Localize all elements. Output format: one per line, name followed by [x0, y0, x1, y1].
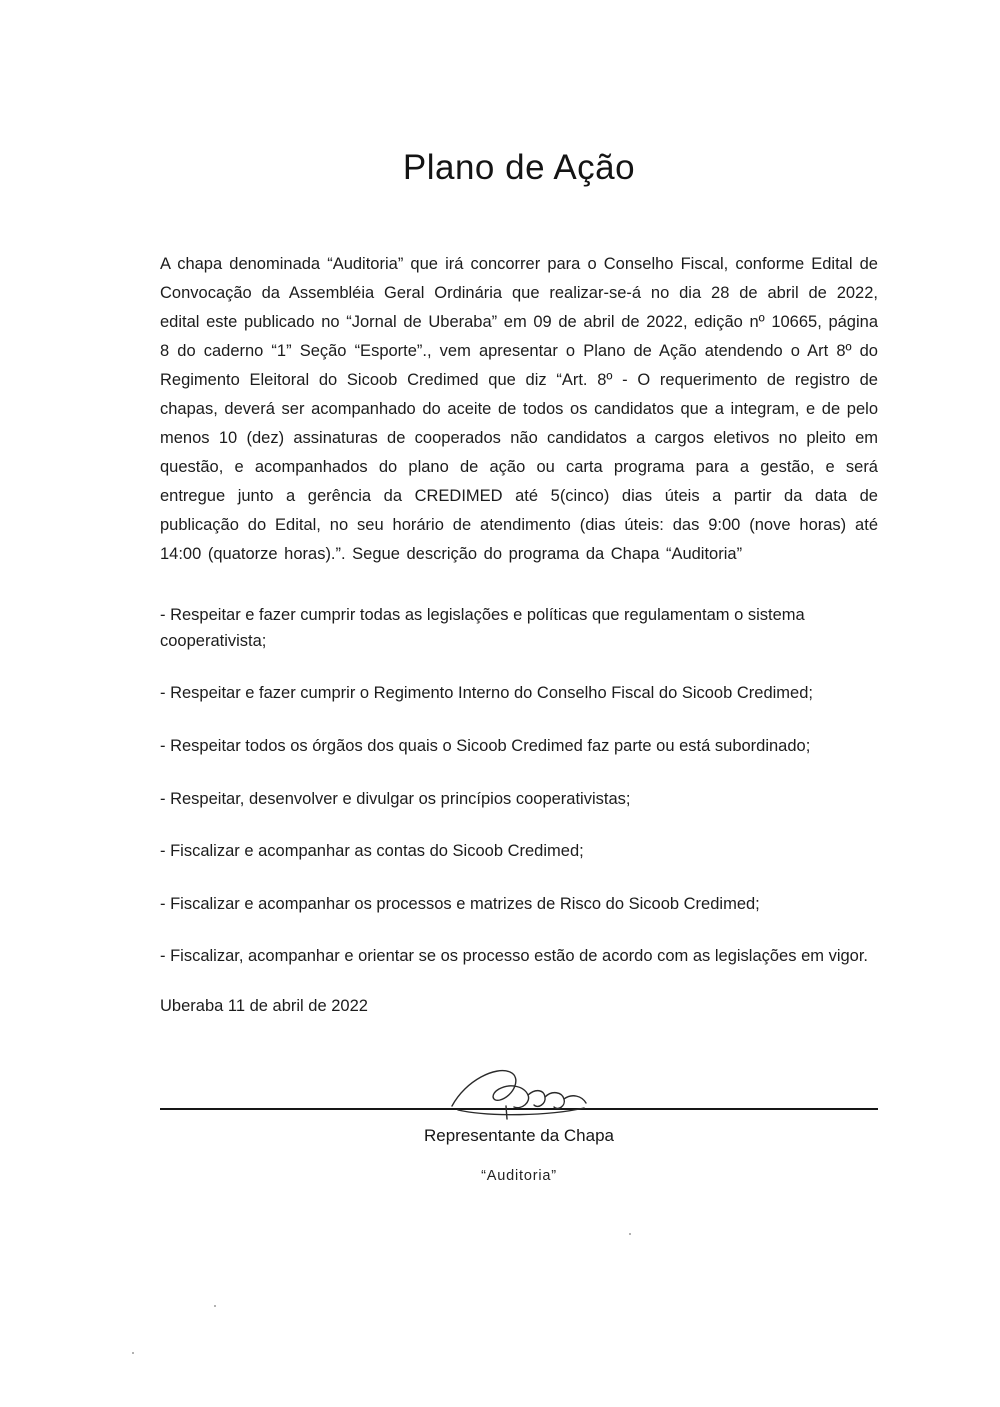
action-item: - Fiscalizar e acompanhar os processos e matrizes de Risco do Sicoob Credimed; — [160, 894, 760, 913]
action-item: - Respeitar, desenvolver e divulgar os princípios cooperativistas; — [160, 789, 631, 808]
date-line: Uberaba 11 de abril de 2022 — [160, 996, 368, 1015]
paper-speck — [214, 1305, 216, 1307]
signature-name: “Auditoria” — [481, 1167, 557, 1184]
action-item: - Fiscalizar, acompanhar e orientar se os processo estão de acordo com as legislações em vigor. — [160, 947, 869, 966]
action-item: - Respeitar e fazer cumprir o Regimento Interno do Conselho Fiscal do Sicoob Credimed; — [160, 684, 813, 703]
intro-paragraph: A chapa denominada “Auditoria” que irá concorrer para o Conselho Fiscal, conforme Edital de Convocação da Assembléia Geral Ordinária que realizar-se-á no dia 28 de abril de 2022, edital este publicado no “Jornal de Uberaba” em 09 de abril de 2022, edição nº 10665, página 8 do caderno “1” Seção “Esporte”., vem apresentar o Plano de Ação atendendo o Art 8º do Regimento Eleitoral do Sicoob Credimed que diz “Art. 8º - O requerimento de registro de chapas, deverá ser acompanhado do aceite de todos os candidatos que a integram, e de pelo menos 10 (dez) assinaturas de cooperados não candidatos a cargos eletivos no pleito em questão, e acompanhados do plano de ação ou carta programa para a gestão, e será entregue junto a gerência da CREDIMED até 5(cinco) dias úteis a partir da data de publicação do Edital, no seu horário de atendimento (dias úteis: das 9:00 (nove horas) até 14:00 (quatorze horas).”. Segue descrição do programa da Chapa “Auditoria” — [160, 255, 878, 564]
signature-block — [160, 1062, 878, 1184]
action-item: - Respeitar todos os órgãos dos quais o Sicoob Credimed faz parte ou está subordinado; — [160, 737, 811, 756]
signature-image — [444, 1062, 594, 1124]
paper-speck — [629, 1233, 631, 1235]
page-title: Plano de Ação — [402, 148, 636, 187]
action-item: - Fiscalizar e acompanhar as contas do Sicoob Credimed; — [160, 842, 584, 861]
action-item: - Respeitar e fazer cumprir todas as legislações e políticas que regulamentam o sistema cooperativista; — [160, 606, 805, 650]
paper-speck — [132, 1352, 134, 1354]
signature-role: Representante da Chapa — [424, 1125, 614, 1145]
